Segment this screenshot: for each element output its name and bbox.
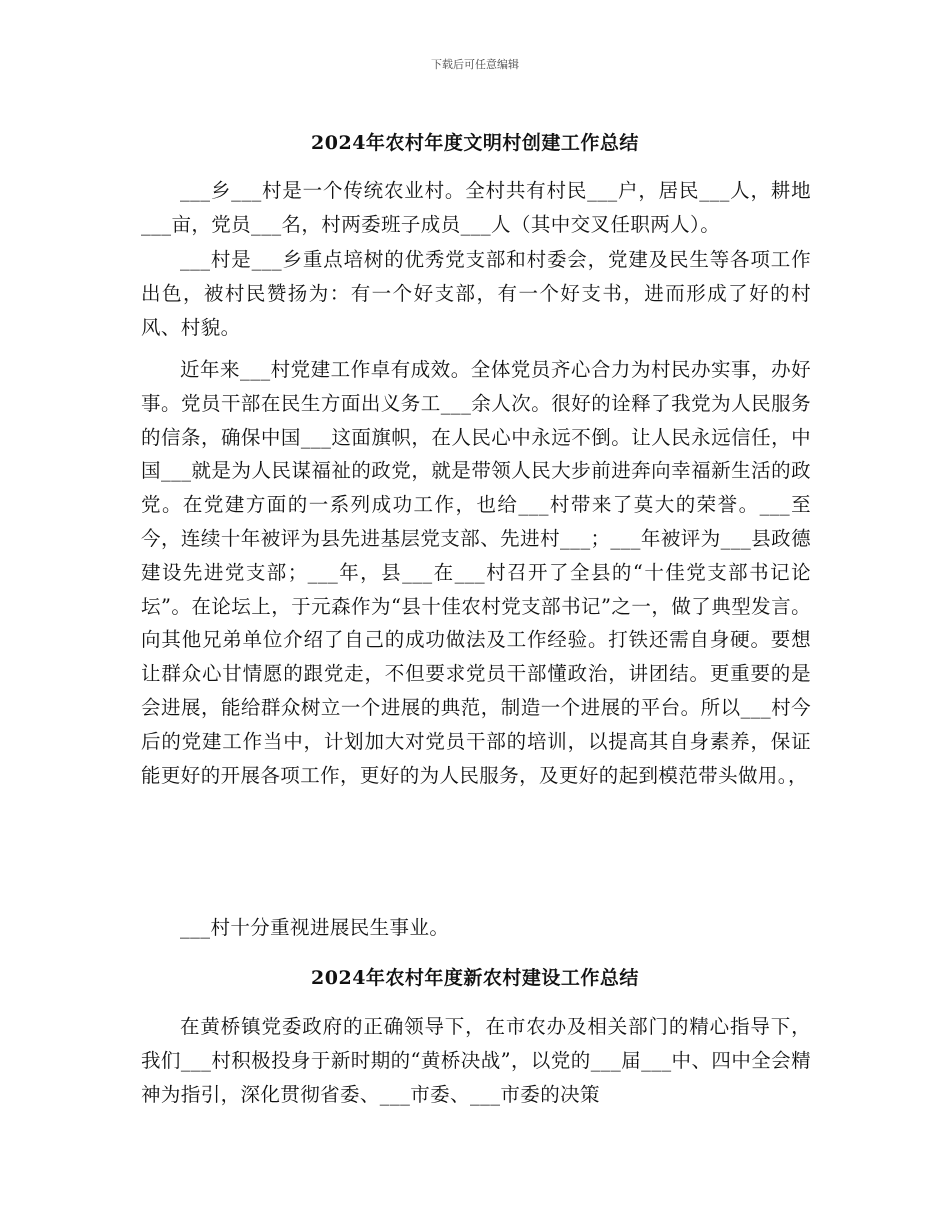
section1-paragraph-2: ___村是___乡重点培树的优秀党支部和村委会，党建及民生等各项工作出色，被村民赞扬为：有一个好支部，有一个好支书，进而形成了好的村风、村貌。 — [141, 248, 811, 339]
section2-paragraph-1: 在黄桥镇党委政府的正确领导下，在市农办及相关部门的精心指导下，我们___村积极投身于新时期的“黄桥决战”，以党的___届___中、四中全会精神为指引，深化贯彻省委、___市委、___市委的决策 — [141, 1015, 811, 1106]
section2-title: 2024年农村年度新农村建设工作总结 — [311, 967, 639, 989]
section1-paragraph-4: ___村十分重视进展民生事业。 — [180, 916, 450, 939]
header-note: 下载后可任意编辑 — [431, 58, 519, 71]
section1-paragraph-1: ___乡___村是一个传统农业村。全村共有村民___户，居民___人，耕地___亩，党员___名，村两委班子成员___人（其中交叉任职两人）。 — [141, 179, 811, 236]
section1-title: 2024年农村年度文明村创建工作总结 — [311, 132, 639, 154]
section1-paragraph-3: 近年来___村党建工作卓有成效。全体党员齐心合力为村民办实事，办好事。党员干部在民生方面出义务工___余人次。很好的诠释了我党为人民服务的信条，确保中国___这面旗帜，在人民心中永远不倒。让人民永远信任，中国___就是为人民谋福祉的政党，就是带领人民大步前进奔向幸福新生活的政党。在党建方面的一系列成功工作，也给___村带来了莫大的荣誉。___至今，连续十年被评为县先进基层党支部、先进村___；___年被评为___县政德建设先进党支部；___年，县___在___村召开了全县的“十佳党支部书记论坛”。在论坛上，于元森作为“县十佳农村党支部书记”之一，做了典型发言。向其他兄弟单位介绍了自己的成功做法及工作经验。打铁还需自身硬。要想让群众心甘情愿的跟党走，不但要求党员干部懂政治，讲团结。更重要的是会进展，能给群众树立一个进展的典范，制造一个进展的平台。所以___村今后的党建工作当中，计划加大对党员干部的培训，以提高其自身素养，保证能更好的开展各项工作，更好的为人民服务，及更好的起到模范带头做用。， — [141, 358, 811, 787]
